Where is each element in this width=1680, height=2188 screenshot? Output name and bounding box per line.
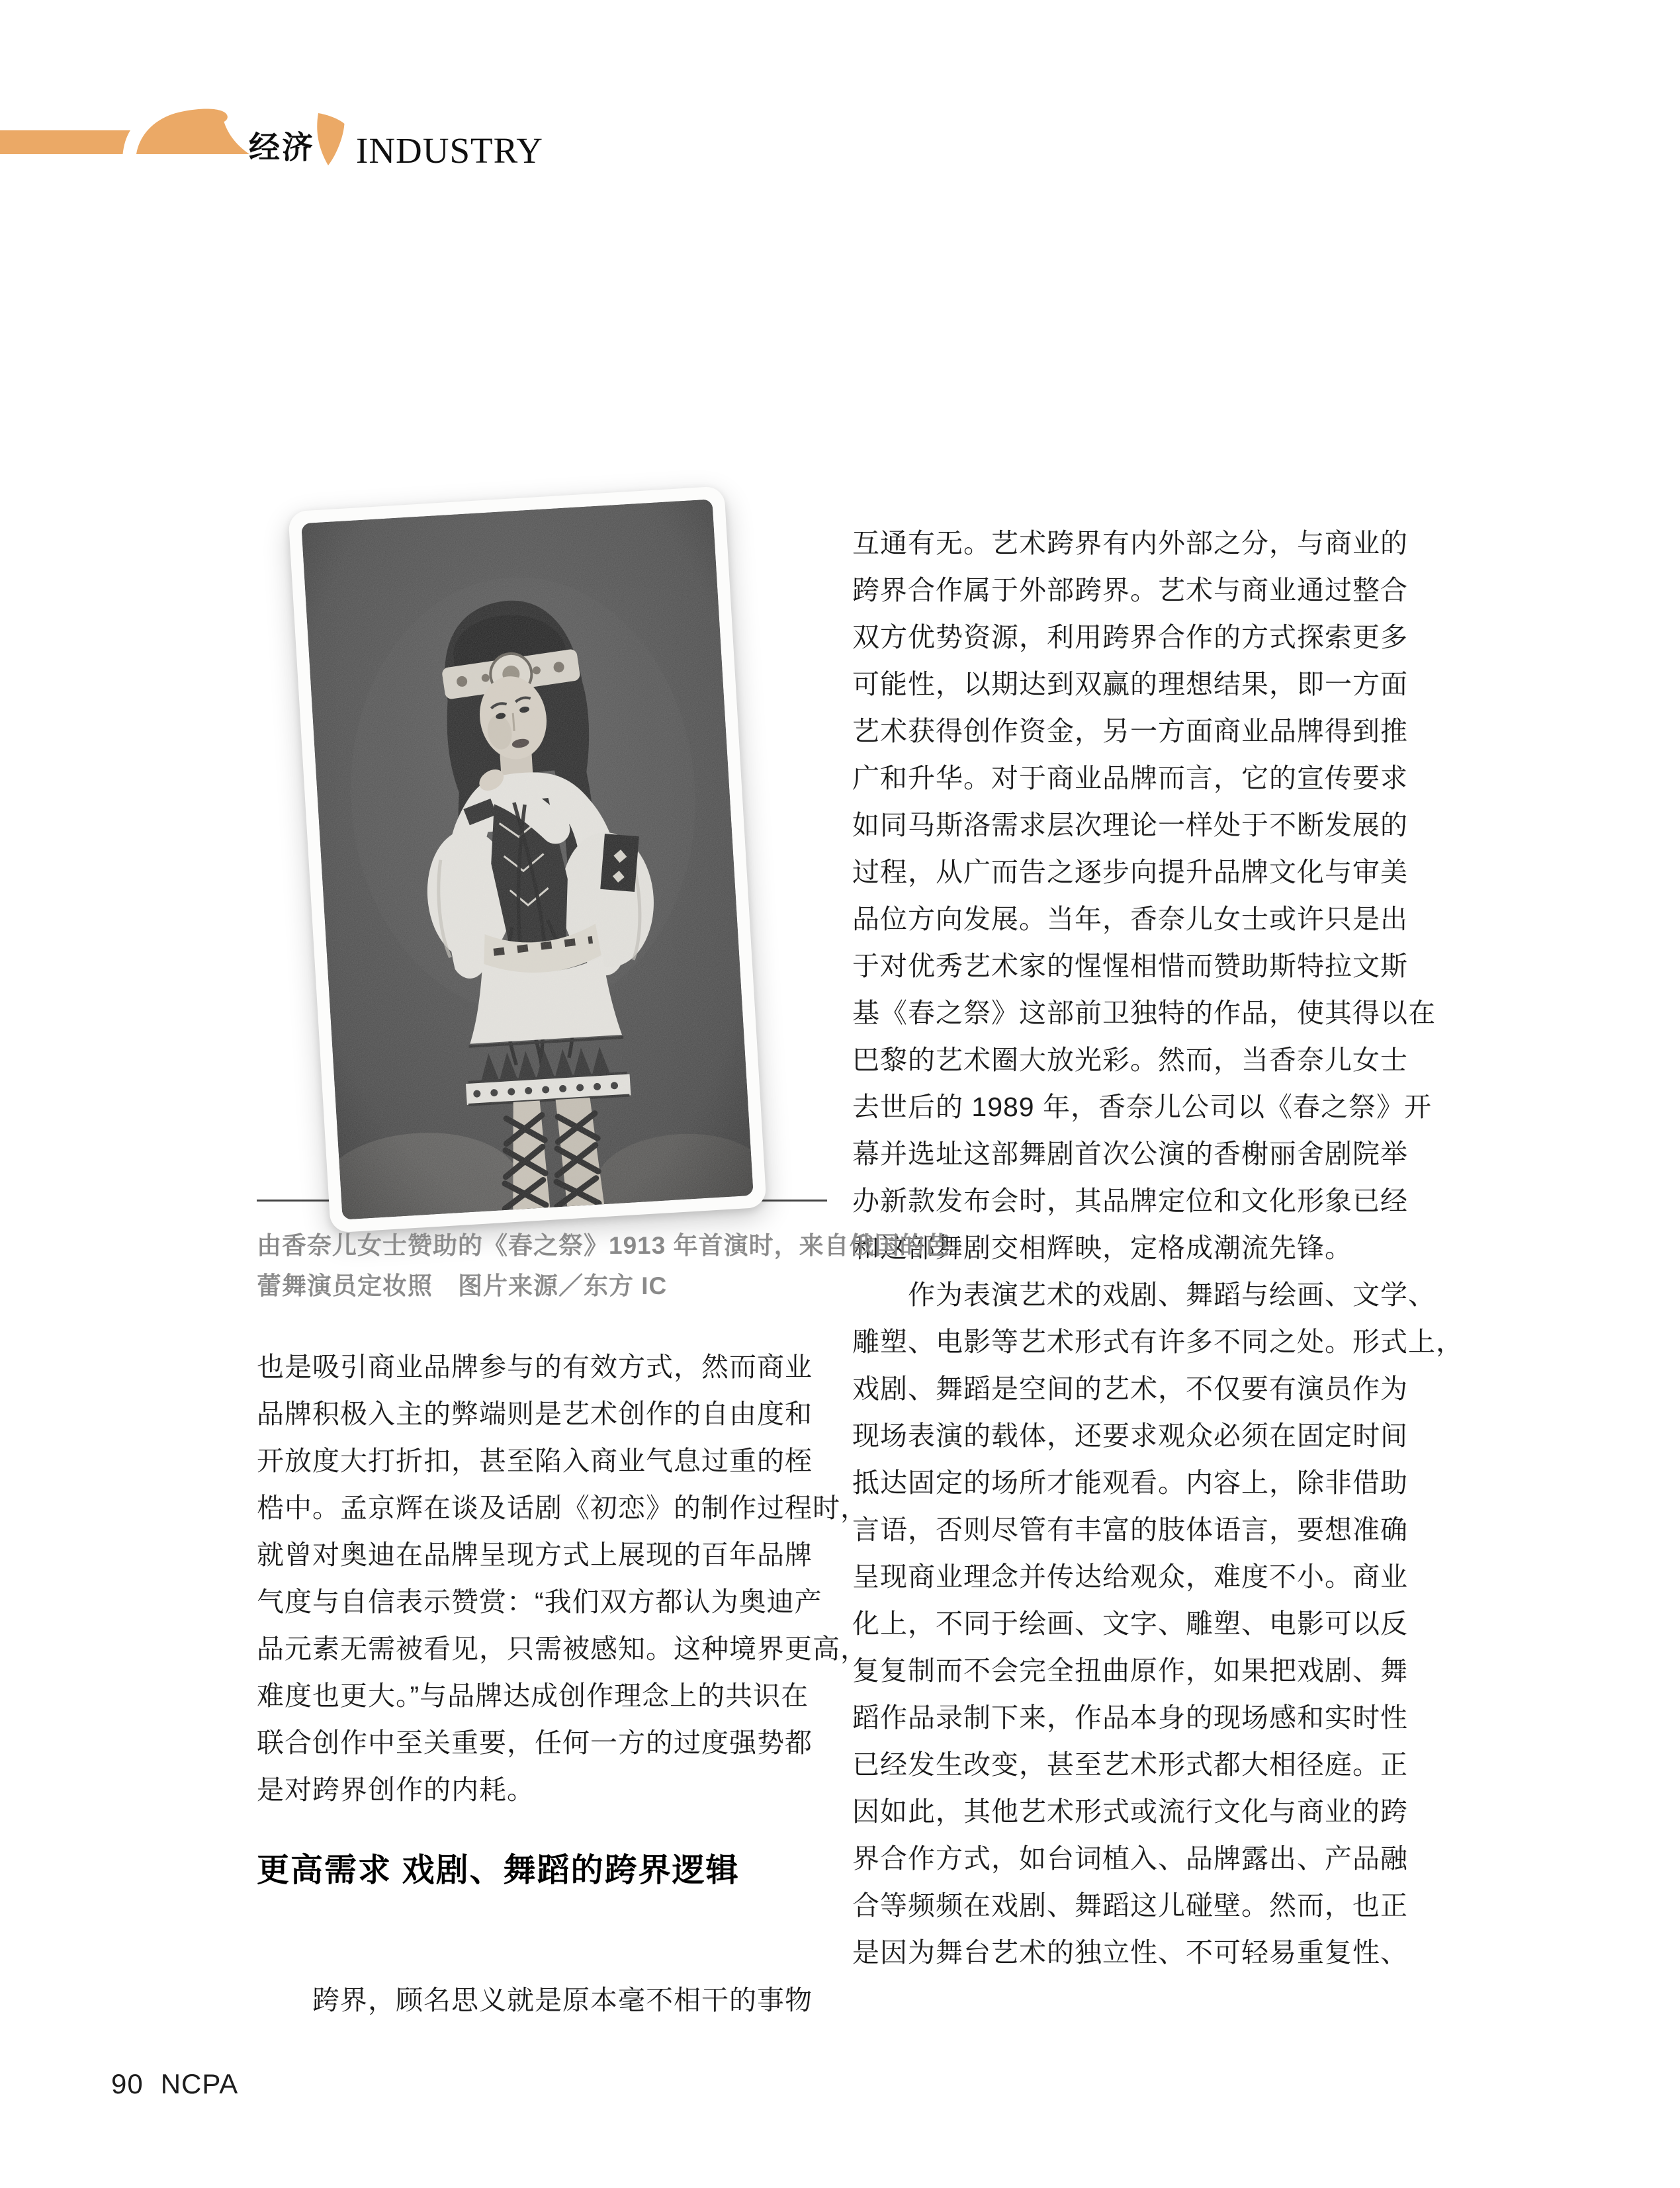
text-line: 艺术获得创作资金，另一方面商业品牌得到推 — [852, 716, 1408, 746]
text-line: 雕塑、电影等艺术形式有许多不同之处。形式上， — [852, 1327, 1464, 1357]
header-dome-swoosh-icon — [136, 109, 249, 154]
text-line: 于对优秀艺术家的惺惺相惜而赞助斯特拉文斯 — [852, 951, 1408, 981]
text-line: 作为表演艺术的戏剧、舞蹈与绘画、文学、 — [852, 1280, 1436, 1310]
section-category-cn: 经济 — [249, 130, 315, 165]
text-line: 巴黎的艺术圈大放光彩。然而，当香奈儿女士 — [852, 1045, 1408, 1075]
text-line: 复复制而不会完全扭曲原作，如果把戏剧、舞 — [852, 1655, 1408, 1686]
text-line: 品位方向发展。当年，香奈儿女士或许只是出 — [852, 904, 1408, 934]
photo-caption — [257, 1225, 950, 1306]
text-line: 品元素无需被看见，只需被感知。这种境界更高， — [257, 1634, 868, 1664]
text-line: 已经发生改变，甚至艺术形式都大相径庭。正 — [852, 1749, 1408, 1780]
text-line: 互通有无。艺术跨界有内外部之分，与商业的 — [852, 528, 1408, 558]
text-line: 是因为舞台艺术的独立性、不可轻易重复性、 — [852, 1937, 1408, 1968]
text-line: 呈现商业理念并传达给观众，难度不小。商业 — [852, 1561, 1408, 1592]
text-line: 跨界合作属于外部跨界。艺术与商业通过整合 — [852, 575, 1408, 605]
header-bar-shape — [0, 130, 130, 154]
text-line: 跨界，顾名思义就是原本毫不相干的事物 — [257, 1985, 813, 2015]
ballet-dancer-photo — [301, 499, 753, 1219]
text-line: 和这部舞剧交相辉映，定格成潮流先锋。 — [852, 1233, 1352, 1263]
page-number: 90 — [111, 2068, 144, 2099]
text-line: 言语，否则尽管有丰富的肢体语言，要想准确 — [852, 1514, 1408, 1545]
text-line: 可能性，以期达到双赢的理想结果，即一方面 — [852, 669, 1408, 699]
text-line: 也是吸引商业品牌参与的有效方式，然而商业 — [257, 1352, 813, 1382]
text-line: 联合创作中至关重要，任何一方的过度强势都 — [257, 1728, 813, 1758]
section-category-en: INDUSTRY — [356, 130, 544, 171]
text-line: 双方优势资源，利用跨界合作的方式探索更多 — [852, 622, 1408, 652]
section-heading: 更高需求 戏剧、舞蹈的跨界逻辑 — [257, 1853, 740, 1888]
magazine-photo — [288, 486, 767, 1233]
text-line: 界合作方式，如台词植入、品牌露出、产品融 — [852, 1843, 1408, 1874]
text-line: 开放度大打折扣，甚至陷入商业气息过重的桎 — [257, 1446, 813, 1476]
text-line: 是对跨界创作的内耗。 — [257, 1774, 535, 1805]
text-line: 基《春之祭》这部前卫独特的作品，使其得以在 — [852, 998, 1436, 1028]
photo-caption-line: 由香奈儿女士赞助的《春之祭》1913 年首演时，来自俄国的芭 — [257, 1232, 950, 1259]
text-line: 蹈作品录制下来，作品本身的现场感和实时性 — [852, 1702, 1408, 1733]
text-line: 广和升华。对于商业品牌而言，它的宣传要求 — [852, 763, 1408, 793]
text-line: 化上，不同于绘画、文字、雕塑、电影可以反 — [852, 1608, 1408, 1639]
left-column — [257, 1344, 868, 1814]
header-swoosh-icon — [0, 106, 371, 169]
text-line: 就曾对奥迪在品牌呈现方式上展现的百年品牌 — [257, 1540, 813, 1570]
text-line: 难度也更大。”与品牌达成创作理念上的共识在 — [257, 1681, 809, 1711]
text-line: 合等频频在戏剧、舞蹈这儿碰壁。然而，也正 — [852, 1890, 1408, 1921]
text-line: 因如此，其他艺术形式或流行文化与商业的跨 — [852, 1796, 1408, 1827]
text-line: 品牌积极入主的弊端则是艺术创作的自由度和 — [257, 1399, 813, 1429]
header-small-swoosh-icon — [317, 113, 344, 165]
text-line: 幕并选址这部舞剧首次公演的香榭丽舍剧院举 — [852, 1139, 1408, 1169]
photo-caption-line: 蕾舞演员定妆照 图片来源／东方 IC — [257, 1272, 668, 1299]
page-footer — [111, 2068, 238, 2100]
text-line: 如同马斯洛需求层次理论一样处于不断发展的 — [852, 810, 1408, 840]
text-line: 去世后的 1989 年，香奈儿公司以《春之祭》开 — [852, 1092, 1432, 1122]
text-line: 办新款发布会时，其品牌定位和文化形象已经 — [852, 1186, 1408, 1216]
brand-label: NCPA — [160, 2068, 239, 2099]
text-line: 梏中。孟京辉在谈及话剧《初恋》的制作过程时， — [257, 1493, 868, 1523]
text-line: 现场表演的载体，还要求观众必须在固定时间 — [852, 1421, 1408, 1451]
text-line: 过程，从广而告之逐步向提升品牌文化与审美 — [852, 857, 1408, 887]
text-line: 戏剧、舞蹈是空间的艺术，不仅要有演员作为 — [852, 1374, 1408, 1404]
text-line: 抵达固定的场所才能观看。内容上，除非借助 — [852, 1467, 1408, 1498]
text-line: 气度与自信表示赞赏：“我们双方都认为奥迪产 — [257, 1587, 822, 1617]
